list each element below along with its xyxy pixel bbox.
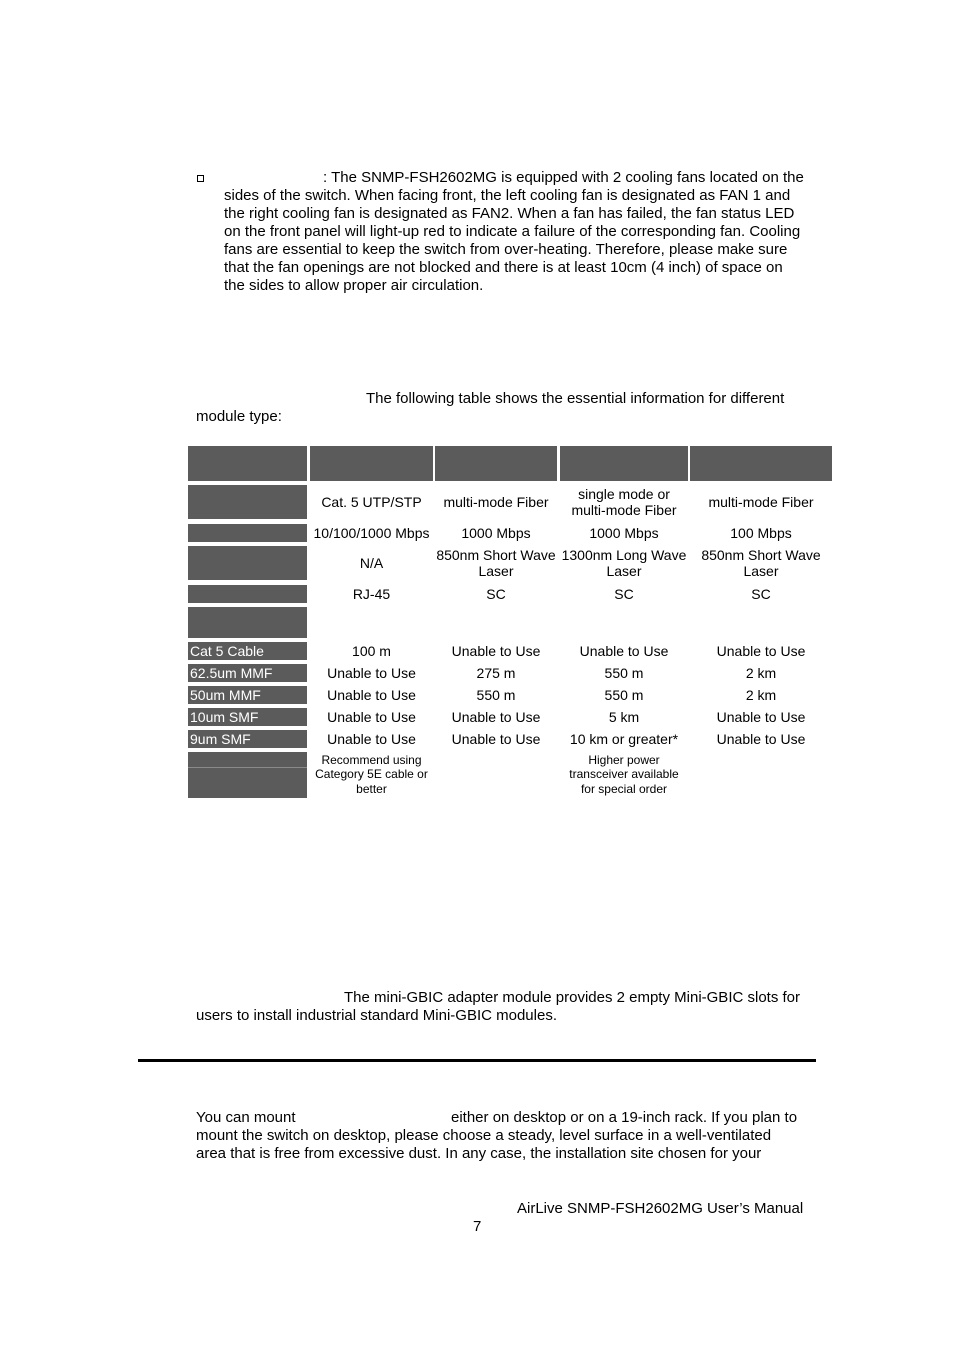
row-label-connector-type xyxy=(188,484,307,519)
cell-wavelength-col4 xyxy=(690,545,832,580)
cell-speed-col3: 1000 Mbps xyxy=(589,524,659,541)
fan-line-6: that the fan openings are not blocked and there is at least 10cm (4 inch) of space on xyxy=(224,259,783,276)
table-header-cell xyxy=(188,446,307,481)
footer-page-number: 7 xyxy=(473,1218,482,1235)
cell-smf10-col3: 5 km xyxy=(608,708,640,725)
row-label-speed xyxy=(188,523,307,542)
install-line-3: area that is free from excessive dust. In any case, the installation site chosen for your xyxy=(196,1145,762,1162)
table-header-cell xyxy=(310,446,433,481)
row-label-notes-divider xyxy=(188,767,307,768)
cell-speed-col1: 10/100/1000 Mbps xyxy=(313,524,430,541)
row-label-connector xyxy=(188,584,307,603)
table-header-cell xyxy=(690,446,832,481)
bullet-square-icon xyxy=(197,175,204,182)
cell-text-line: Recommend using xyxy=(321,752,422,767)
fan-paragraph xyxy=(224,169,824,295)
cell-text-line: Higher power xyxy=(588,752,660,767)
cell-connector-col1: RJ-45 xyxy=(352,585,391,602)
fan-line-4: on the front panel will light-up red to indicate a failure of the corresponding fan. Cooling xyxy=(224,223,801,240)
cell-note-col3 xyxy=(560,751,688,798)
row-label-mmf-50: 50um MMF xyxy=(188,685,307,704)
cell-wavelength-col1: N/A xyxy=(359,554,384,571)
cell-mmf625-col2: 275 m xyxy=(476,664,516,681)
cell-connector-type-col1: Cat. 5 UTP/STP xyxy=(321,493,422,510)
cell-cat5-col4: Unable to Use xyxy=(716,642,806,659)
cell-cat5-col2: Unable to Use xyxy=(451,642,541,659)
cell-smf9-col3: 10 km or greater* xyxy=(569,730,679,747)
cell-mmf50-col4: 2 km xyxy=(745,686,777,703)
cell-mmf50-col2: 550 m xyxy=(476,686,516,703)
cell-wavelength-col2 xyxy=(435,545,557,580)
cell-smf10-col4: Unable to Use xyxy=(716,708,806,725)
cell-connector-type-col2: multi-mode Fiber xyxy=(443,493,549,510)
row-label-smf-9: 9um SMF xyxy=(188,729,307,748)
module-intro-line-2: module type: xyxy=(196,408,282,425)
install-line-1b: either on desktop or on a 19-inch rack. If you plan to xyxy=(451,1109,798,1126)
cell-text-line: Laser xyxy=(743,562,779,579)
cell-speed-col4: 100 Mbps xyxy=(730,524,792,541)
fan-line-7: the sides to allow proper air circulation. xyxy=(224,277,484,294)
cell-text-line: better xyxy=(356,781,387,796)
cell-smf9-col1: Unable to Use xyxy=(327,730,416,747)
fan-line-5: fans are essential to keep the switch from over-heating. Therefore, please make sure xyxy=(224,241,788,258)
row-label-cat5: Cat 5 Cable xyxy=(188,641,307,660)
cell-text-line: Laser xyxy=(606,562,642,579)
section-divider xyxy=(138,1059,816,1062)
cell-connector-col4: SC xyxy=(751,585,771,602)
cell-text-line: Category 5E cable or xyxy=(315,767,428,782)
row-label-wavelength xyxy=(188,545,307,580)
install-line-1a: You can mount xyxy=(196,1109,296,1126)
row-label-mmf-62-5: 62.5um MMF xyxy=(188,663,307,682)
cell-text-line: multi-mode Fiber xyxy=(571,501,677,518)
cell-smf10-col1: Unable to Use xyxy=(327,708,416,725)
cell-smf9-col4: Unable to Use xyxy=(716,730,806,747)
row-label-notes xyxy=(188,751,307,798)
cell-text-line: transceiver available xyxy=(569,767,679,782)
cell-connector-type-col3 xyxy=(560,484,688,519)
fan-line-3: the right cooling fan is designated as FAN2. When a fan has failed, the fan status LED xyxy=(224,205,795,222)
fan-line-2: sides of the switch. When facing front, the left cooling fan is designated as FAN 1 and xyxy=(224,187,791,204)
row-label-distance-group xyxy=(188,606,307,638)
install-line-2: mount the switch on desktop, please choose a steady, level surface in a well-ventilated xyxy=(196,1127,772,1144)
cell-text-line: 850nm Short Wave xyxy=(701,546,821,563)
module-intro-line-1: The following table shows the essential information for different xyxy=(366,390,785,407)
cell-speed-col2: 1000 Mbps xyxy=(461,524,531,541)
table-header-cell xyxy=(435,446,557,481)
cell-smf9-col2: Unable to Use xyxy=(451,730,541,747)
cell-mmf625-col4: 2 km xyxy=(745,664,777,681)
cell-mmf625-col1: Unable to Use xyxy=(327,664,416,681)
cell-mmf50-col3: 550 m xyxy=(604,686,644,703)
cell-text-line: single mode or xyxy=(578,485,670,502)
cell-connector-col2: SC xyxy=(486,585,506,602)
cell-connector-col3: SC xyxy=(614,585,634,602)
footer-manual-title: AirLive SNMP-FSH2602MG User’s Manual xyxy=(517,1200,804,1217)
cell-text-line: Laser xyxy=(478,562,514,579)
cell-note-col1 xyxy=(310,751,433,798)
cell-mmf50-col1: Unable to Use xyxy=(327,686,416,703)
cell-text-line: for special order xyxy=(580,781,668,796)
cell-cat5-col3: Unable to Use xyxy=(579,642,669,659)
cell-smf10-col2: Unable to Use xyxy=(451,708,541,725)
fan-line-1: : The SNMP-FSH2602MG is equipped with 2 cooling fans located on the xyxy=(323,169,804,186)
table-header-cell xyxy=(560,446,688,481)
cell-wavelength-col3 xyxy=(560,545,688,580)
cell-text-line: 850nm Short Wave xyxy=(436,546,556,563)
cell-mmf625-col3: 550 m xyxy=(604,664,644,681)
gbic-line-1: The mini-GBIC adapter module provides 2 empty Mini-GBIC slots for xyxy=(344,989,800,1006)
cell-text-line: 1300nm Long Wave xyxy=(561,546,687,563)
cell-connector-type-col4: multi-mode Fiber xyxy=(708,493,814,510)
cell-cat5-col1: 100 m xyxy=(352,642,391,659)
gbic-line-2: users to install industrial standard Mini-GBIC modules. xyxy=(196,1007,557,1024)
row-label-smf-10: 10um SMF xyxy=(188,707,307,726)
